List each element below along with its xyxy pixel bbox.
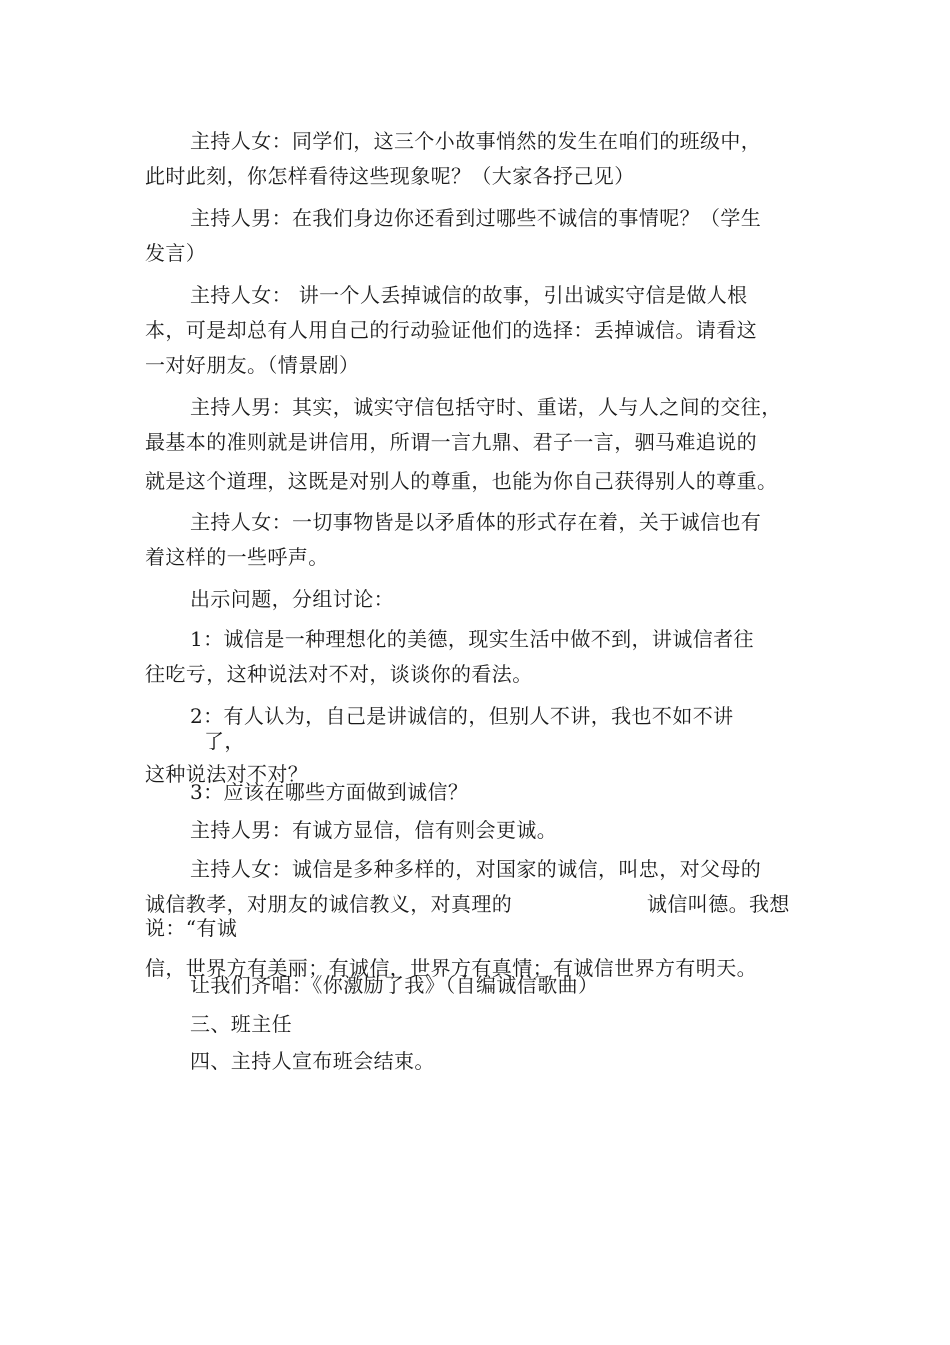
text-line: 主持人男：在我们身边你还看到过哪些不诚信的事情呢？（学生 [190, 206, 762, 230]
text-line: 着这样的一些呼声。 [145, 545, 329, 569]
text-line: 信，世界方有美丽；有诚信，世界方有真情；有诚信世界方有明天。 [145, 956, 757, 980]
text-line: 3：应该在哪些方面做到诚信？ [190, 780, 469, 804]
text-line: 主持人女： 讲一个人丢掉诚信的故事，引出诚实守信是做人根 [190, 283, 748, 307]
text-line: 诚信叫德。我想 [647, 892, 790, 916]
text-line: 主持人女：一切事物皆是以矛盾体的形式存在着，关于诚信也有 [190, 510, 762, 534]
text-line: 1：诚信是一种理想化的美德，现实生活中做不到，讲诚信者往 [190, 627, 754, 651]
text-line: 主持人女：同学们，这三个小故事悄然的发生在咱们的班级中， [190, 129, 762, 153]
text-line: 本，可是却总有人用自己的行动验证他们的选择：丢掉诚信。请看这 [145, 318, 757, 342]
text-line: 往吃亏，这种说法对不对，谈谈你的看法。 [145, 662, 533, 686]
text-line: 主持人男：其实，诚实守信包括守时、重诺，人与人之间的交往， [190, 395, 782, 419]
text-line: 一对好朋友。（情景剧） [145, 353, 360, 377]
text-line: 发言） [145, 241, 207, 265]
text-line: 此时此刻，你怎样看待这些现象呢？（大家各抒己见） [145, 164, 635, 188]
text-line: 主持人男：有诚方显信，信有则会更诚。 [190, 818, 558, 842]
text-line: 了， [204, 729, 245, 753]
text-line: 最基本的准则就是讲信用，所谓一言九鼎、君子一言，驷马难追说的 [145, 430, 757, 454]
text-line: 四、主持人宣布班会结束。 [190, 1049, 435, 1073]
text-line: 让我们齐唱：《你激励了我》（自编诚信歌曲） [190, 973, 599, 997]
text-line: 主持人女：诚信是多种多样的，对国家的诚信，叫忠，对父母的 [190, 857, 762, 881]
text-line: 诚信教孝，对朋友的诚信教义，对真理的 [145, 892, 513, 916]
text-line: 就是这个道理，这既是对别人的尊重，也能为你自己获得别人的尊重。 [145, 469, 778, 493]
text-line: 说：“有诚 [145, 916, 238, 940]
text-line: 三、班主任 [190, 1012, 292, 1036]
text-line: 出示问题，分组讨论： [190, 587, 394, 611]
text-line: 这种说法对不对？ [145, 762, 309, 786]
text-line: 2：有人认为，自己是讲诚信的，但别人不讲，我也不如不讲 [190, 704, 734, 728]
